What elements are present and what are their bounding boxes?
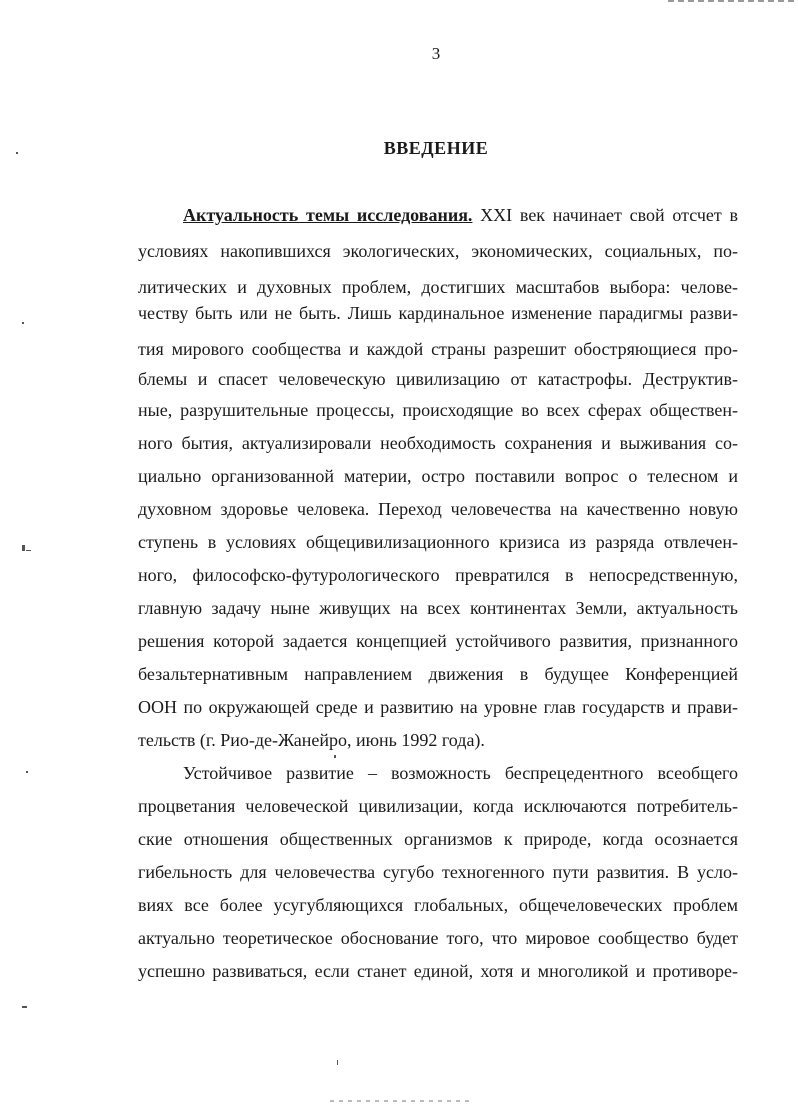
text-line: ООН по окружающей среде и развитию на уровне глав государств и прави- xyxy=(138,697,738,717)
scan-artifact-bottom xyxy=(330,1100,470,1102)
text-line: виях все более усугубляющихся глобальных, общечеловеческих проблем xyxy=(138,895,738,915)
scan-speck xyxy=(22,545,25,551)
paragraph-1-first-line xyxy=(183,203,738,227)
text-line: условиях накопившихся экологических, экономических, социальных, по- xyxy=(138,241,738,261)
text-line: тия мирового сообщества и каждой страны разрешит обостряющиеся про- xyxy=(138,339,738,359)
text-line: безальтернативным направлением движения в будущее Конференцией xyxy=(138,664,738,684)
text-line: решения которой задается концепцией устойчивого развития, признанного xyxy=(138,631,738,651)
scan-speck xyxy=(26,550,31,551)
text-line: гибельность для человечества сугубо техногенного пути развития. В усло- xyxy=(138,862,738,882)
text-line: главную задачу ныне живущих на всех континентах Земли, актуальность xyxy=(138,598,738,618)
scan-speck xyxy=(22,1006,27,1008)
text-line: духовном здоровье человека. Переход человечества на качественно новую xyxy=(138,499,738,519)
text-line: ного бытия, актуализировали необходимость сохранения и выживания со- xyxy=(138,433,738,453)
paragraph-1-lead: Актуальность темы исследования. xyxy=(183,205,473,225)
page-number: 3 xyxy=(431,44,441,63)
text-line: ские отношения общественных организмов к природе, когда осознается xyxy=(138,829,738,849)
text-line: тельств (г. Рио-де-Жанейро, июнь 1992 года). xyxy=(138,730,485,750)
text-line: процветания человеческой цивилизации, когда исключаются потребитель- xyxy=(138,796,738,816)
paragraph-2-first-line: Устойчивое развитие – возможность беспрецедентного всеобщего xyxy=(183,763,738,783)
text-line: ступень в условиях общецивилизационного кризиса из разряда отвлечен- xyxy=(138,532,738,552)
scan-speck xyxy=(22,322,24,324)
scan-speck xyxy=(337,1060,338,1065)
section-heading: ВВЕДЕНИЕ xyxy=(383,138,489,158)
text-line: честву быть или не быть. Лишь кардинальное изменение парадигмы разви- xyxy=(138,303,738,323)
scan-speck xyxy=(26,771,28,773)
text-line: ного, философско-футурологического превратился в непосредственную, xyxy=(138,565,738,585)
text-line: литических и духовных проблем, достигших масштабов выбора: челове- xyxy=(138,277,738,297)
text-line: блемы и спасет человеческую цивилизацию от катастрофы. Деструктив- xyxy=(138,369,738,389)
scan-speck xyxy=(16,152,18,154)
scan-artifact-top xyxy=(668,0,798,2)
paragraph-1-lead-rest: XXI век начинает свой отсчет в xyxy=(472,205,738,225)
text-line: успешно развиваться, если станет единой, хотя и многоликой и противоре- xyxy=(138,961,738,981)
scan-speck xyxy=(334,755,336,758)
text-line: актуально теоретическое обоснование того, что мировое сообщество будет xyxy=(138,928,738,948)
text-line: циально организованной материи, остро поставили вопрос о телесном и xyxy=(138,466,738,486)
text-line: ные, разрушительные процессы, происходящие во всех сферах обществен- xyxy=(138,400,738,420)
